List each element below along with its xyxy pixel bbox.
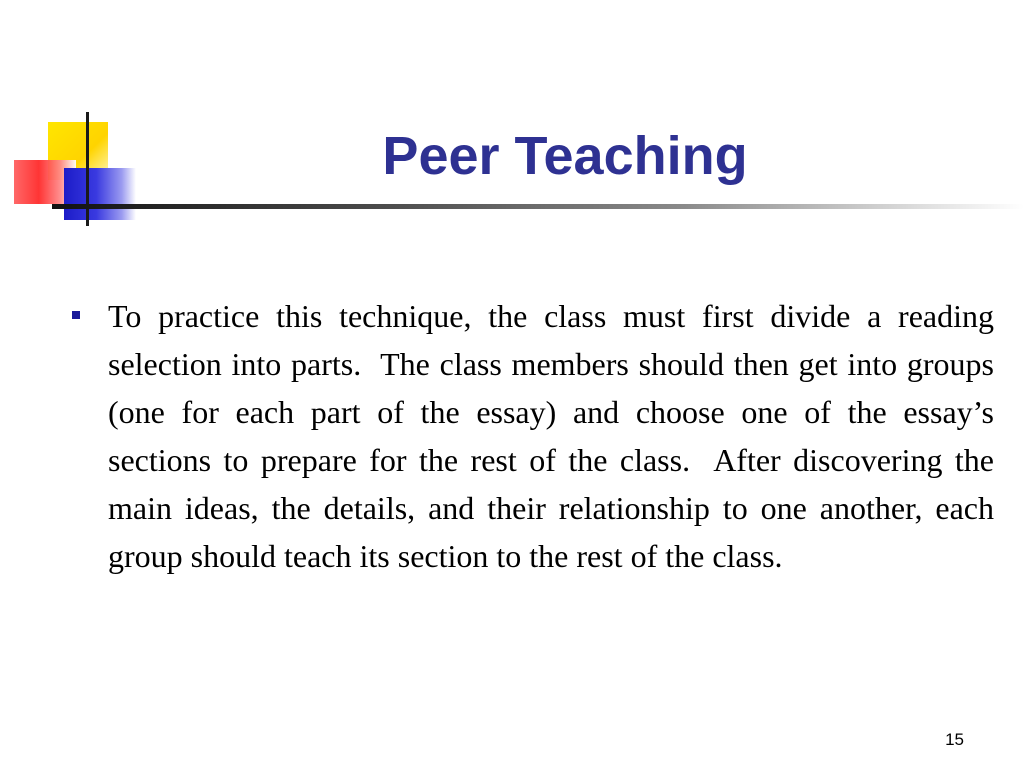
- slide-body: [70, 292, 994, 580]
- title-underline-rule: [52, 204, 1024, 209]
- slide-title-text: Peer Teaching: [382, 126, 748, 186]
- bullet-text: To practice this technique, the class must first divide a reading selection into parts. The class members should then get into groups (one for each part of the essay) and choose one of the essay’s sections to prepare for the rest of the class. After discovering the main ideas, the details, and their relationship to one another, each group should teach its section to the rest of the class.: [108, 298, 994, 574]
- bullet-icon: [70, 292, 108, 340]
- slide-title: [150, 124, 980, 188]
- bullet-item: [70, 292, 994, 580]
- blue-square-shape: [64, 168, 136, 220]
- square-bullet-icon: [72, 311, 80, 319]
- page-number: 15: [945, 730, 964, 749]
